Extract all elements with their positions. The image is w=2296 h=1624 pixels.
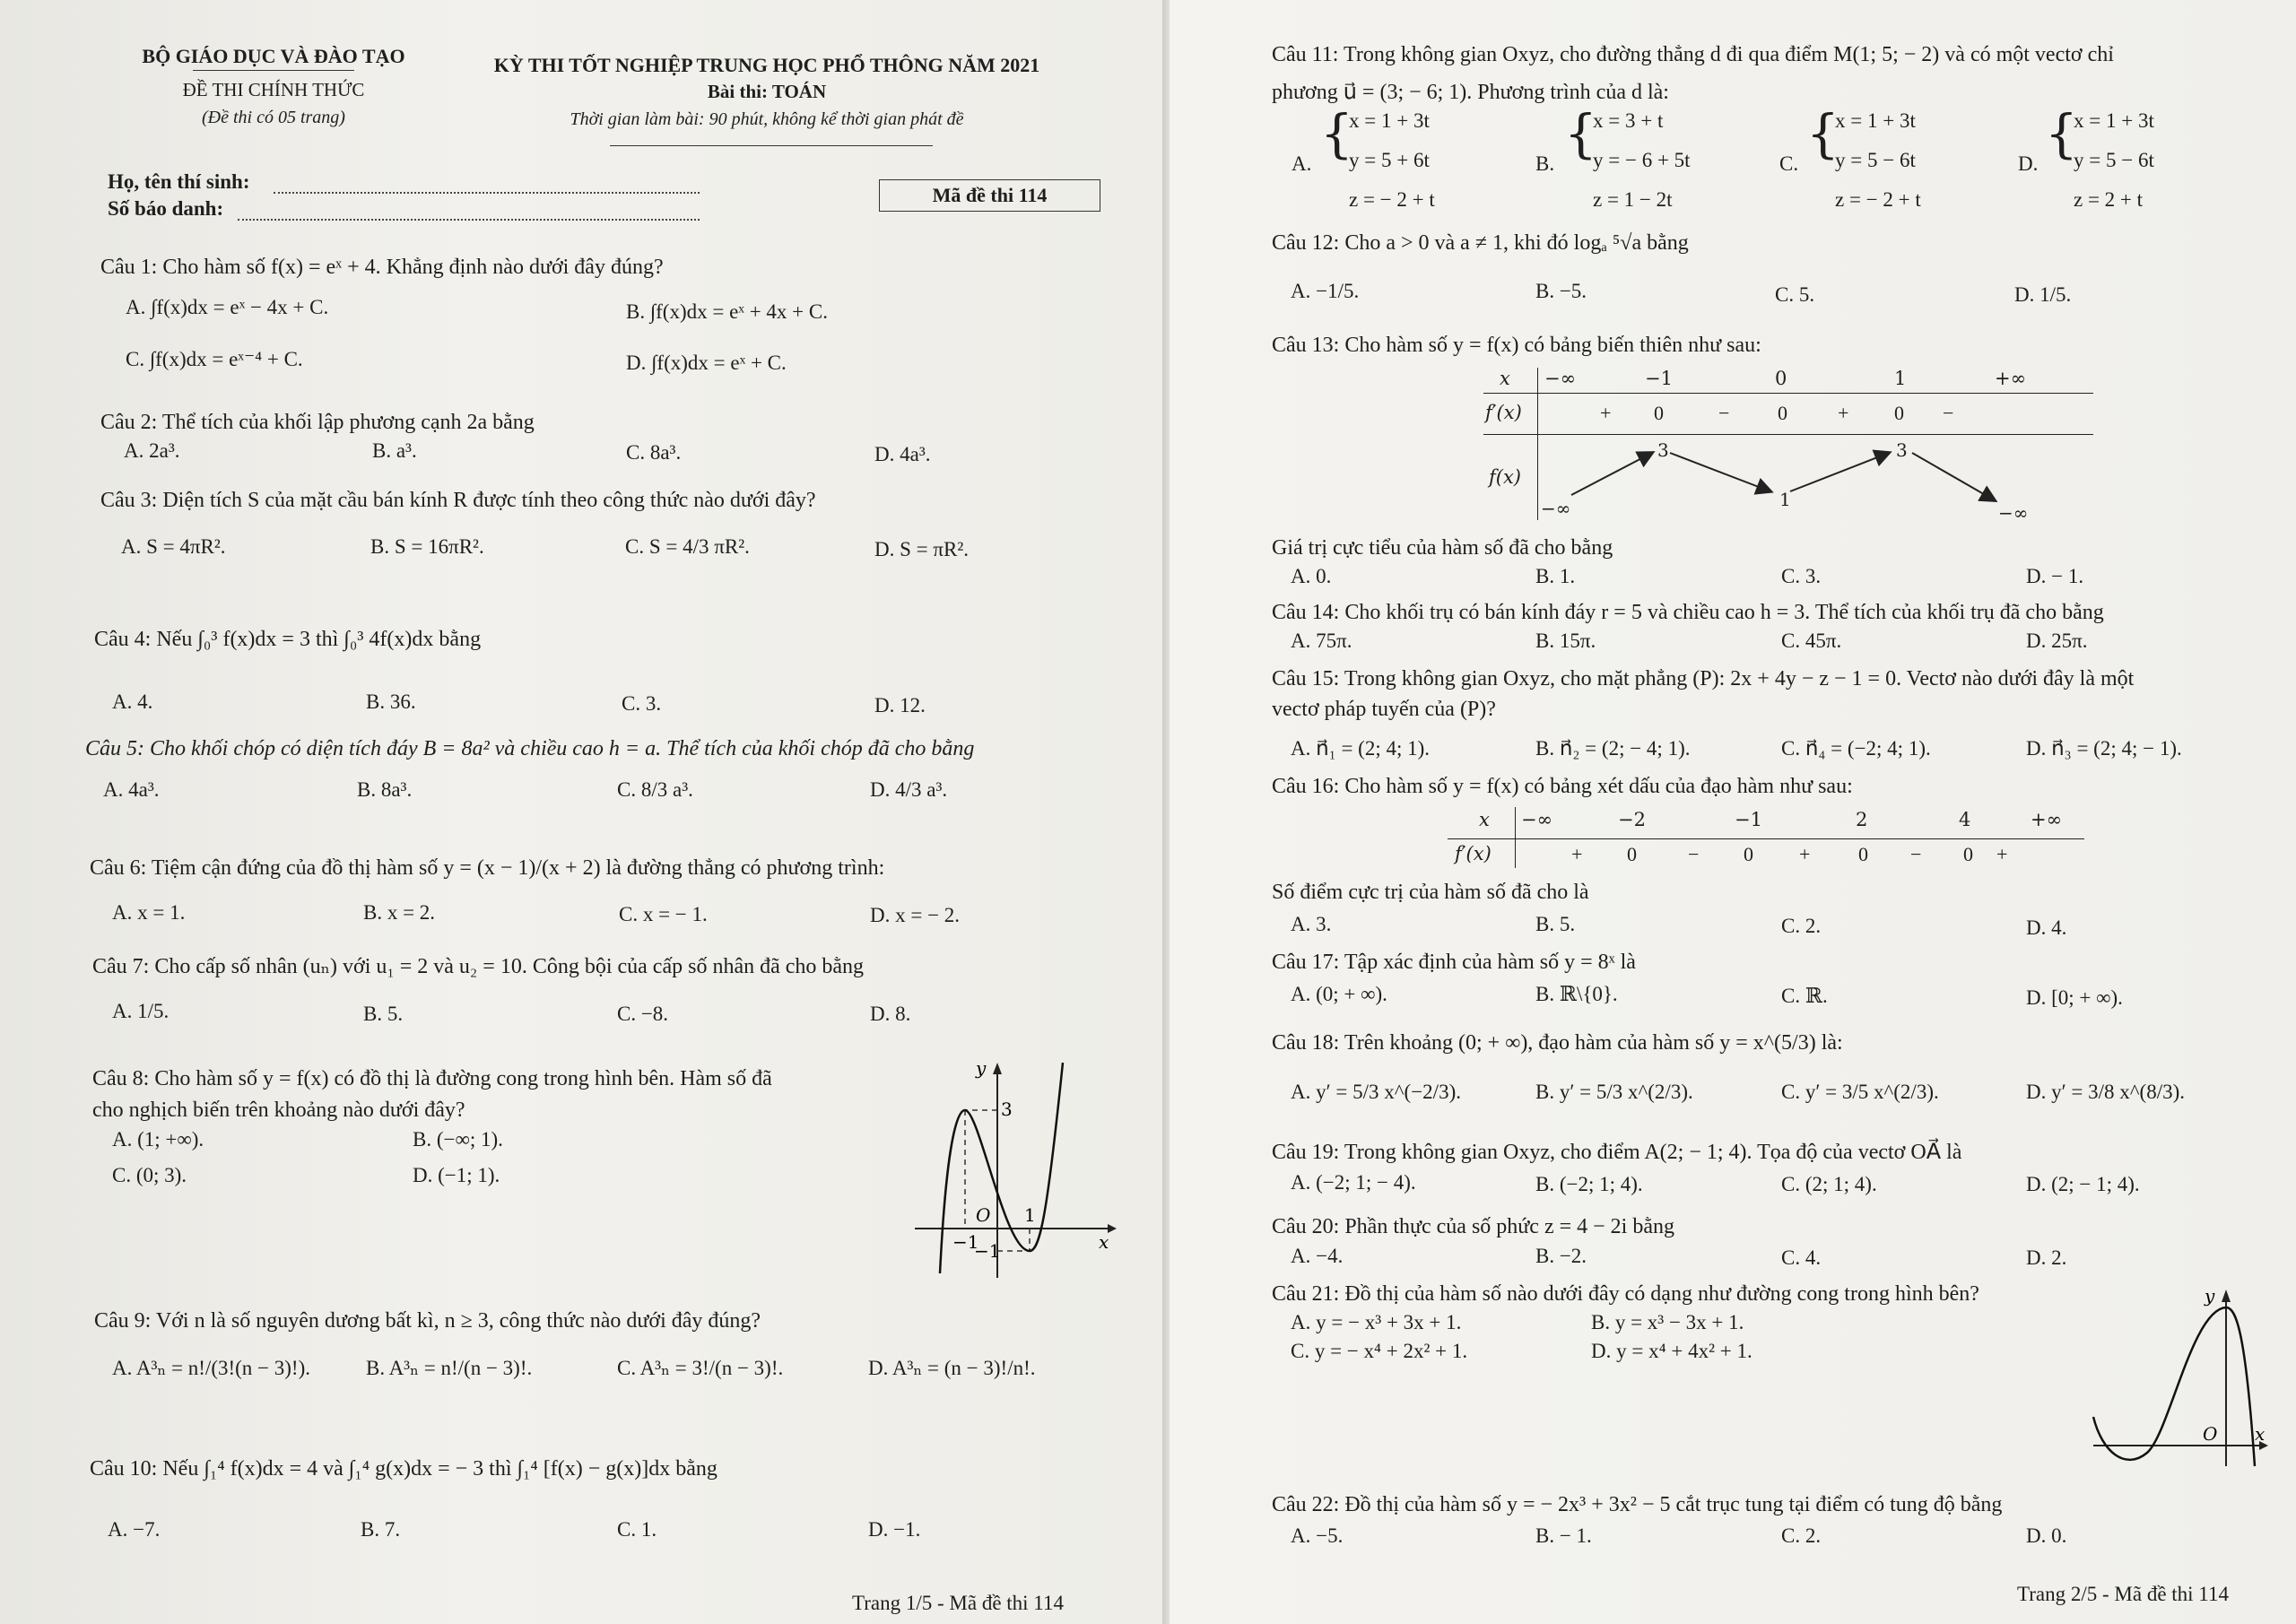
q11-a-line2: y = 5 + 6t: [1349, 149, 1430, 171]
q16-table-hline: [1448, 838, 2084, 839]
q12-option-d: D. 1/5.: [2014, 283, 2072, 306]
q14-option-d: D. 25π.: [2026, 630, 2088, 652]
q16-zero3: 0: [1858, 843, 1868, 865]
q21-stem: Câu 21: Đồ thị của hàm số nào dưới đây có dạng như đường cong trong hình bên?: [1272, 1282, 1979, 1306]
q10-option-a: A. −7.: [108, 1518, 161, 1541]
q16-x-label: x: [1479, 809, 1490, 830]
q13-table-vline: [1537, 368, 1538, 520]
q13-x-label: x: [1500, 368, 1510, 389]
q12-option-b: B. −5.: [1535, 280, 1587, 302]
q6-option-c: C. x = − 1.: [619, 903, 708, 925]
q13-table-hline2: [1483, 434, 2093, 435]
q11-brace-d: {: [2045, 103, 2078, 164]
exam-code-box: Mã đề thi 114: [879, 179, 1100, 212]
q14-option-c: C. 45π.: [1781, 630, 1842, 652]
q16-option-a: A. 3.: [1291, 913, 1332, 935]
q5-stem: Câu 5: Cho khối chóp có diện tích đáy B = 8a² và chiều cao h = a. Thể tích của khối chóp đã cho bằng: [85, 737, 975, 760]
q8-axis-x: x: [1099, 1231, 1109, 1253]
q5-option-a: A. 4a³.: [103, 778, 160, 801]
q13-fp-label: f′(x): [1485, 402, 1522, 423]
q13-x-1: 1: [1894, 368, 1907, 389]
q16-x-neg2: −2: [1618, 809, 1646, 830]
q3-option-c: C. S = 4/3 πR².: [625, 535, 750, 558]
q8-option-d: D. (−1; 1).: [413, 1164, 500, 1186]
name-line: [274, 192, 700, 194]
q11-brace-b: {: [1564, 103, 1597, 164]
q20-option-b: B. −2.: [1535, 1245, 1587, 1267]
q16-sign4: −: [1910, 843, 1922, 865]
q2-option-b: B. a³.: [372, 439, 417, 462]
q16-sign2: −: [1688, 843, 1700, 865]
q13-fp-zero3: 0: [1894, 402, 1904, 424]
q21-option-a: A. y = − x³ + 3x + 1.: [1291, 1311, 1462, 1333]
q12-option-a: A. −1/5.: [1291, 280, 1360, 302]
exam-page-2: [1170, 0, 2296, 1624]
q11-label-b: B.: [1535, 152, 1555, 175]
q9-option-c: C. A³ₙ = 3!/(n − 3)!.: [617, 1357, 784, 1379]
q11-a-line1: x = 1 + 3t: [1349, 109, 1430, 132]
q16-zero1: 0: [1627, 843, 1637, 865]
q19-option-d: D. (2; − 1; 4).: [2026, 1173, 2140, 1195]
q17-stem: Câu 17: Tập xác định của hàm số y = 8ˣ là: [1272, 951, 1636, 974]
q16-zero2: 0: [1744, 843, 1753, 865]
q11-d-line2: y = 5 − 6t: [2074, 149, 2154, 171]
q16-sign5: +: [1996, 843, 2008, 865]
q13-x-pos-inf: +∞: [1995, 368, 2027, 389]
q4-option-b: B. 36.: [366, 690, 416, 713]
q13-stem: Câu 13: Cho hàm số y = f(x) có bảng biến thiên như sau:: [1272, 334, 1761, 357]
subject: Bài thi: TOÁN: [707, 81, 827, 102]
q8-axis-y: y: [976, 1057, 987, 1079]
q8-graph: [915, 1058, 1112, 1282]
q3-option-d: D. S = πR².: [874, 538, 969, 560]
q21-option-d: D. y = x⁴ + 4x² + 1.: [1591, 1340, 1752, 1362]
q15-option-c: C. n⃗₄ = (−2; 4; 1).: [1781, 737, 1931, 760]
q20-option-d: D. 2.: [2026, 1246, 2067, 1269]
q20-option-c: C. 4.: [1781, 1246, 1822, 1269]
q3-option-b: B. S = 16πR².: [370, 535, 484, 558]
id-label: Số báo danh:: [108, 197, 224, 220]
q22-stem: Câu 22: Đồ thị của hàm số y = − 2x³ + 3x² − 5 cắt trục tung tại điểm có tung độ bằng: [1272, 1493, 2003, 1516]
q7-option-c: C. −8.: [617, 1003, 669, 1025]
q13-fp-sign4: −: [1943, 402, 1954, 424]
q11-c-line3: z = − 2 + t: [1835, 188, 1921, 211]
q16-x-2: 2: [1856, 809, 1868, 830]
q13-fp-sign2: −: [1718, 402, 1730, 424]
q21-option-c: C. y = − x⁴ + 2x² + 1.: [1291, 1340, 1468, 1362]
q17-option-a: A. (0; + ∞).: [1291, 983, 1387, 1005]
q15-option-d: D. n⃗₃ = (2; 4; − 1).: [2026, 737, 2182, 760]
q2-stem: Câu 2: Thể tích của khối lập phương cạnh 2a bằng: [100, 411, 535, 434]
q8-option-b: B. (−∞; 1).: [413, 1128, 503, 1151]
q16-fp-label: f′(x): [1455, 843, 1492, 864]
q18-option-b: B. y′ = 5/3 x^(2/3).: [1535, 1081, 1693, 1103]
q15-stem-line1: Câu 15: Trong không gian Oxyz, cho mặt phẳng (P): 2x + 4y − z − 1 = 0. Vectơ nào dưới đây là một: [1272, 667, 2135, 690]
q13-x-neg-inf: −∞: [1544, 368, 1577, 389]
q13-fx-max1: 3: [1657, 439, 1669, 461]
q9-option-d: D. A³ₙ = (n − 3)!/n!.: [868, 1357, 1036, 1379]
q8-label-1: 1: [1024, 1204, 1036, 1226]
q4-option-a: A. 4.: [112, 690, 153, 713]
q10-option-c: C. 1.: [617, 1518, 657, 1541]
q18-stem: Câu 18: Trên khoảng (0; + ∞), đạo hàm của hàm số y = x^(5/3) là:: [1272, 1031, 1843, 1055]
q16-sign1: +: [1571, 843, 1583, 865]
q5-option-c: C. 8/3 a³.: [617, 778, 693, 801]
q20-stem: Câu 20: Phần thực của số phức z = 4 − 2i bằng: [1272, 1215, 1675, 1238]
q22-option-a: A. −5.: [1291, 1524, 1344, 1547]
q13-fx-label: f(x): [1489, 466, 1522, 488]
title-underline: [610, 145, 933, 146]
q7-option-a: A. 1/5.: [112, 1000, 170, 1022]
q16-sign3: +: [1799, 843, 1811, 865]
q13-fp-zero1: 0: [1654, 402, 1664, 424]
q11-c-line2: y = 5 − 6t: [1835, 149, 1916, 171]
q8-stem-line2: cho nghịch biến trên khoảng nào dưới đây?: [92, 1099, 465, 1122]
exam-title: KỲ THI TỐT NGHIỆP TRUNG HỌC PHỔ THÔNG NĂM 2021: [493, 54, 1040, 76]
q8-label-neg1-x: −1: [952, 1231, 979, 1253]
ministry-name: BỘ GIÁO DỤC VÀ ĐÀO TẠO: [142, 45, 405, 67]
id-line: [238, 219, 700, 221]
q1-stem: Câu 1: Cho hàm số f(x) = eˣ + 4. Khẳng định nào dưới đây đúng?: [100, 256, 664, 279]
name-label: Họ, tên thí sinh:: [108, 170, 250, 193]
page1-footer: Trang 1/5 - Mã đề thi 114: [852, 1592, 1064, 1614]
q7-stem: Câu 7: Cho cấp số nhân (uₙ) với u₁ = 2 và u₂ = 10. Công bội của cấp số nhân đã cho bằng: [92, 955, 865, 978]
q13-fx-neg-inf: −∞: [1541, 498, 1571, 519]
official-label: ĐỀ THI CHÍNH THỨC: [182, 79, 365, 100]
q21-axis-y: y: [2205, 1285, 2215, 1307]
q1-option-c: C. ∫f(x)dx = eˣ⁻⁴ + C.: [126, 348, 303, 370]
q1-option-d: D. ∫f(x)dx = eˣ + C.: [626, 352, 787, 374]
q11-stem-line2: phương u⃗ = (3; − 6; 1). Phương trình của d là:: [1272, 81, 1669, 104]
q5-option-d: D. 4/3 a³.: [870, 778, 948, 801]
q20-option-a: A. −4.: [1291, 1245, 1344, 1267]
q18-option-a: A. y′ = 5/3 x^(−2/3).: [1291, 1081, 1461, 1103]
q11-label-c: C.: [1779, 152, 1799, 175]
q11-c-line1: x = 1 + 3t: [1835, 109, 1916, 132]
q19-option-b: B. (−2; 1; 4).: [1535, 1173, 1643, 1195]
q8-origin: O: [976, 1204, 991, 1226]
q11-d-line3: z = 2 + t: [2074, 188, 2144, 211]
pages-note: (Đề thi có 05 trang): [202, 108, 345, 127]
q2-option-c: C. 8a³.: [626, 441, 682, 464]
q13-fp-zero2: 0: [1778, 402, 1787, 424]
q22-option-b: B. − 1.: [1535, 1524, 1592, 1547]
q13-arrows: [1546, 439, 2048, 511]
time-note: Thời gian làm bài: 90 phút, không kể thời gian phát đề: [570, 109, 964, 129]
q13-fx-max2: 3: [1896, 439, 1908, 461]
q14-stem: Câu 14: Cho khối trụ có bán kính đáy r = 5 và chiều cao h = 3. Thể tích của khối trụ đã cho bằng: [1272, 601, 2104, 624]
q11-b-line1: x = 3 + t: [1593, 109, 1664, 132]
q8-stem-line1: Câu 8: Cho hàm số y = f(x) có đồ thị là đường cong trong hình bên. Hàm số đã: [92, 1067, 772, 1090]
header-underline: [193, 70, 354, 71]
q6-option-a: A. x = 1.: [112, 901, 186, 924]
q11-brace-c: {: [1806, 103, 1839, 164]
q12-stem: Câu 12: Cho a > 0 và a ≠ 1, khi đó logₐ ⁵√a bằng: [1272, 231, 1689, 255]
q3-option-a: A. S = 4πR².: [121, 535, 226, 558]
q21-origin: O: [2203, 1423, 2218, 1445]
q4-stem: Câu 4: Nếu ∫₀³ f(x)dx = 3 thì ∫₀³ 4f(x)dx bằng: [94, 628, 482, 651]
q22-option-d: D. 0.: [2026, 1524, 2067, 1547]
q13-option-d: D. − 1.: [2026, 565, 2084, 587]
q13-fp-sign3: +: [1838, 402, 1849, 424]
q10-stem: Câu 10: Nếu ∫₁⁴ f(x)dx = 4 và ∫₁⁴ g(x)dx = − 3 thì ∫₁⁴ [f(x) − g(x)]dx bằng: [90, 1457, 718, 1481]
q4-option-c: C. 3.: [622, 692, 662, 715]
q16-question: Số điểm cực trị của hàm số đã cho là: [1272, 881, 1589, 904]
q8-label-neg1-y: −1: [974, 1240, 1001, 1262]
q16-option-b: B. 5.: [1535, 913, 1576, 935]
q11-a-line3: z = − 2 + t: [1349, 188, 1435, 211]
q16-table-vline: [1515, 807, 1516, 868]
q18-option-c: C. y′ = 3/5 x^(2/3).: [1781, 1081, 1939, 1103]
q15-option-a: A. n⃗₁ = (2; 4; 1).: [1291, 737, 1431, 760]
q11-b-line2: y = − 6 + 5t: [1593, 149, 1691, 171]
q6-option-b: B. x = 2.: [363, 901, 436, 924]
q11-b-line3: z = 1 − 2t: [1593, 188, 1673, 211]
q13-option-a: A. 0.: [1291, 565, 1332, 587]
q8-label-3: 3: [1001, 1099, 1013, 1120]
q16-option-c: C. 2.: [1781, 915, 1822, 937]
q9-stem: Câu 9: Với n là số nguyên dương bất kì, n ≥ 3, công thức nào dưới đây đúng?: [94, 1309, 761, 1333]
q2-option-a: A. 2a³.: [124, 439, 180, 462]
q13-x-neg1: −1: [1645, 368, 1673, 389]
q11-brace-a: {: [1320, 103, 1353, 164]
page2-footer: Trang 2/5 - Mã đề thi 114: [2017, 1583, 2229, 1605]
q2-option-d: D. 4a³.: [874, 443, 931, 465]
q16-option-d: D. 4.: [2026, 916, 2067, 939]
q13-fp-sign1: +: [1600, 402, 1612, 424]
q7-option-b: B. 5.: [363, 1003, 404, 1025]
q9-option-b: B. A³ₙ = n!/(n − 3)!.: [366, 1357, 533, 1379]
q19-option-a: A. (−2; 1; − 4).: [1291, 1171, 1416, 1194]
q3-stem: Câu 3: Diện tích S của mặt cầu bán kính R được tính theo công thức nào dưới đây?: [100, 489, 816, 512]
q14-option-a: A. 75π.: [1291, 630, 1352, 652]
q8-option-a: A. (1; +∞).: [112, 1128, 204, 1151]
q11-label-d: D.: [2018, 152, 2039, 175]
q17-option-c: C. ℝ.: [1781, 985, 1828, 1007]
q22-option-c: C. 2.: [1781, 1524, 1822, 1547]
q1-option-b: B. ∫f(x)dx = eˣ + 4x + C.: [626, 300, 828, 323]
q13-fx-min: 1: [1779, 489, 1791, 510]
q5-option-b: B. 8a³.: [357, 778, 413, 801]
q10-option-d: D. −1.: [868, 1518, 921, 1541]
q16-x-neg1: −1: [1735, 809, 1762, 830]
q21-axis-x: x: [2255, 1423, 2266, 1445]
q13-option-c: C. 3.: [1781, 565, 1822, 587]
q15-option-b: B. n⃗₂ = (2; − 4; 1).: [1535, 737, 1691, 760]
q7-option-d: D. 8.: [870, 1003, 911, 1025]
q8-option-c: C. (0; 3).: [112, 1164, 187, 1186]
q10-option-b: B. 7.: [361, 1518, 401, 1541]
q13-table-hline1: [1483, 393, 2093, 394]
q14-option-b: B. 15π.: [1535, 630, 1596, 652]
q11-d-line1: x = 1 + 3t: [2074, 109, 2154, 132]
q4-option-d: D. 12.: [874, 694, 926, 716]
q13-option-b: B. 1.: [1535, 565, 1576, 587]
q13-x-0: 0: [1775, 368, 1787, 389]
q9-option-a: A. A³ₙ = n!/(3!(n − 3)!).: [112, 1357, 310, 1379]
q21-option-b: B. y = x³ − 3x + 1.: [1591, 1311, 1744, 1333]
q13-question: Giá trị cực tiểu của hàm số đã cho bằng: [1272, 536, 1613, 560]
q21-graph: [2093, 1282, 2273, 1471]
q16-x-pos-inf: +∞: [2031, 809, 2063, 830]
q6-option-d: D. x = − 2.: [870, 904, 961, 926]
q17-option-d: D. [0; + ∞).: [2026, 986, 2123, 1009]
q11-stem-line1: Câu 11: Trong không gian Oxyz, cho đường thẳng d đi qua điểm M(1; 5; − 2) và có một vectơ chỉ: [1272, 43, 2114, 66]
q16-zero4: 0: [1963, 843, 1973, 865]
q15-stem-line2: vectơ pháp tuyến của (P)?: [1272, 698, 1496, 721]
q19-option-c: C. (2; 1; 4).: [1781, 1173, 1877, 1195]
q1-option-a: A. ∫f(x)dx = eˣ − 4x + C.: [126, 296, 329, 318]
q11-label-a: A.: [1292, 152, 1312, 175]
q12-option-c: C. 5.: [1775, 283, 1815, 306]
q18-option-d: D. y′ = 3/8 x^(8/3).: [2026, 1081, 2186, 1103]
q6-stem: Câu 6: Tiệm cận đứng của đồ thị hàm số y = (x − 1)/(x + 2) là đường thẳng có phương trình:: [90, 856, 885, 880]
q13-fx-pos-inf: −∞: [1998, 502, 2029, 524]
q16-x-neg-inf: −∞: [1521, 809, 1553, 830]
q16-stem: Câu 16: Cho hàm số y = f(x) có bảng xét dấu của đạo hàm như sau:: [1272, 775, 1853, 798]
q17-option-b: B. ℝ\{0}.: [1535, 983, 1618, 1005]
q16-x-4: 4: [1959, 809, 1971, 830]
q19-stem: Câu 19: Trong không gian Oxyz, cho điểm A(2; − 1; 4). Tọa độ của vectơ OA⃗ là: [1272, 1141, 1962, 1164]
